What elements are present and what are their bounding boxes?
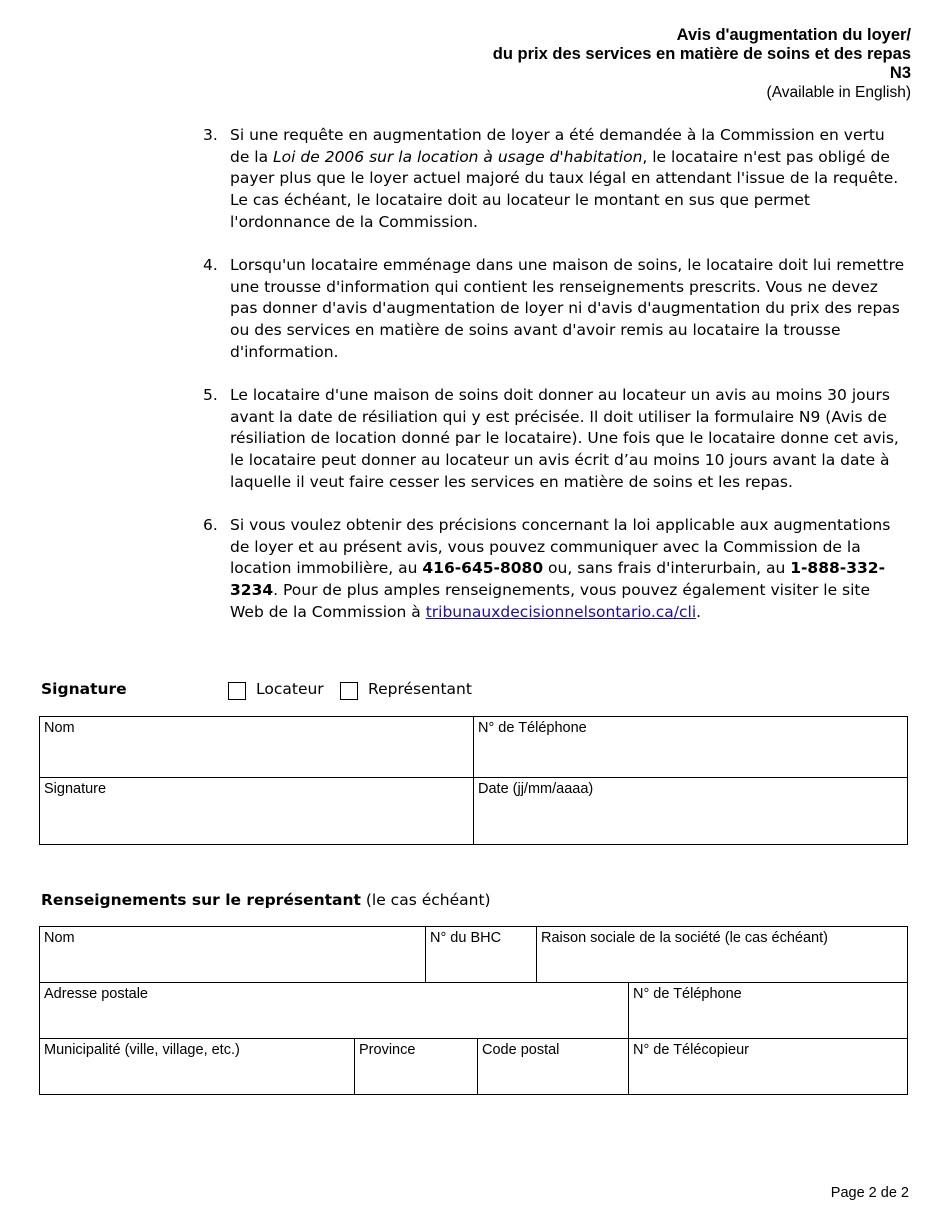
signature-field[interactable] [40,778,474,845]
form-code: N3 [889,64,911,82]
lsuc-number-field[interactable] [426,927,537,983]
lsuc-number-label: N° du BHC [430,930,502,946]
form-title-line2: du prix des services en matière de soins et des repas [492,45,911,63]
representative-table-row3 [39,1038,908,1095]
date-label: Date (jj/mm/aaaa) [478,781,594,797]
item-text: Lorsqu'un locataire emménage dans une maison de soins, le locataire doit lui remettre une trousse d'information qui contient les renseignements prescrits. Vous ne devez pas donner d'avis d'augmentation de loyer ni d'avis d'augmentation du prix des repas ou des services en matière de soins avant d'avoir remis au locataire la trousse d'information. [230,256,905,361]
page-number: Page 2 de 2 [830,1185,909,1201]
company-name-field[interactable] [537,927,908,983]
fax-label: N° de Télécopieur [633,1042,749,1058]
rep-name-label: Nom [44,930,75,946]
rep-phone-field[interactable] [629,983,908,1039]
list-item [203,125,908,234]
item-text: Le locataire d'une maison de soins doit donner au locateur un avis au moins 30 jours avant la date de résiliation qui y est précisée. Il doit utiliser la formulaire N9 (Avis de résiliation de location donné par le locataire). Une fois que le locataire donne cet avis, le locataire peut donner au locateur un avis écrit d’au moins 10 jours avant la date à laquelle il veut faire cesser les services en matière de soins et les repas. [230,386,899,491]
act-name: Loi de 2006 sur la location à usage d'habitation [273,147,643,166]
item-number: 5. [203,386,218,405]
representative-table-row2 [39,982,908,1039]
signature-label: Signature [44,781,107,797]
signature-table [39,716,908,845]
item-number: 3. [203,126,218,144]
rep-name-field[interactable] [40,927,426,983]
mailing-address-field[interactable] [40,983,629,1039]
company-name-label: Raison sociale de la société (le cas échéant) [541,930,828,946]
municipality-label: Municipalité (ville, village, etc.) [44,1042,240,1058]
representative-title-note: (le cas échéant) [360,891,491,909]
form-title-line1: Avis d'augmentation du loyer/ [676,26,911,44]
list-item [203,255,908,364]
province-label: Province [359,1042,416,1058]
item-text: . [696,602,702,621]
name-label: Nom [44,720,75,736]
landlord-checkbox-label: Locateur [256,680,324,698]
date-field[interactable] [474,778,908,845]
item-number: 6. [203,516,218,535]
name-field[interactable] [40,717,474,778]
postal-code-label: Code postal [482,1042,560,1058]
item-text: . Pour de plus amples renseignements, vous pouvez également visiter le site Web de la Commission à [230,581,871,621]
form-header [493,26,911,102]
representative-title: Renseignements sur le représentant [41,891,361,909]
rep-phone-label: N° de Téléphone [633,986,742,1002]
fax-field[interactable] [629,1039,908,1095]
municipality-field[interactable] [40,1039,355,1095]
representative-table-row1 [39,926,908,983]
available-in-english-note: (Available in English) [766,84,911,101]
landlord-checkbox[interactable] [228,682,246,700]
item-text: Si une requête en augmentation de loyer a été demandée à la Commission en vertu de la [230,126,885,166]
phone-local: 416-645-8080 [422,559,544,578]
phone-field[interactable] [474,717,908,778]
postal-code-field[interactable] [478,1039,629,1095]
phone-label: N° de Téléphone [478,720,587,736]
item-text: ou, sans frais d'interurbain, au [543,559,791,578]
list-item [203,515,908,624]
signature-heading: Signature [41,680,127,698]
signature-role-row [41,680,541,702]
mailing-address-label: Adresse postale [44,986,148,1002]
province-field[interactable] [355,1039,478,1095]
phone-tollfree: 1-888-332-3234 [230,559,886,600]
item-text: , le locataire n'est pas obligé de payer plus que le loyer actuel majoré du taux légal en attendant l'issue de la requête. Le cas échéant, le locataire doit au locateur le montant en sus que permet l'ordonnance de la Commission. [230,147,899,231]
tribunal-website-link[interactable]: tribunauxdecisionnelsontario.ca/cli [425,602,697,621]
instructions-list [203,125,908,645]
representative-checkbox[interactable] [340,682,358,700]
representative-section-title [41,891,491,909]
item-text: Si vous voulez obtenir des précisions concernant la loi applicable aux augmentations de loyer et au présent avis, vous pouvez communiquer avec la Commission de la location immobilière, au [230,516,891,578]
representative-checkbox-label: Représentant [368,680,472,698]
list-item [203,385,908,494]
item-number: 4. [203,256,218,275]
